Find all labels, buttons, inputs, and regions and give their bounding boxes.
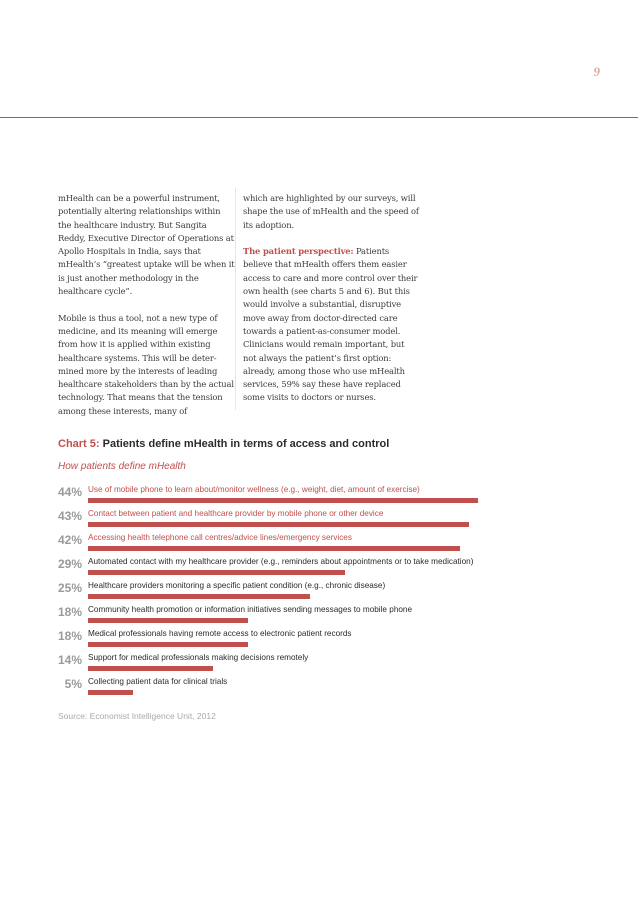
paragraph-text: Patients believe that mHealth offers them easier access to care and more control over their own health (see charts 5 and 6). But this would involve a substantial, disruptive move away from doctor-directed care towards a patient-as-consumer model. Clinicians would remain important, but not always the patient’s first option: already, among those who use mHealth services, 59% say these have replaced some visits to doctors or nurses. <box>243 246 418 403</box>
bar <box>88 594 310 599</box>
bar-value-label: 18% <box>57 629 82 643</box>
bar <box>88 498 478 503</box>
bar <box>88 618 248 623</box>
bar-category-label: Automated contact with my healthcare provider (e.g., reminders about appointments or to take medication) <box>88 557 474 566</box>
source-note: Source: Economist Intelligence Unit, 2012 <box>58 711 216 721</box>
page-number: 9 <box>593 64 600 79</box>
bar-value-label: 43% <box>57 509 82 523</box>
bar <box>88 666 213 671</box>
bar-category-label: Healthcare providers monitoring a specific patient condition (e.g., chronic disease) <box>88 581 386 590</box>
bar <box>88 546 460 551</box>
chart-title-prefix: Chart 5: <box>58 438 100 450</box>
bar-value-label: 5% <box>64 677 82 691</box>
bar-category-label: Use of mobile phone to learn about/monitor wellness (e.g., weight, diet, amount of exercise) <box>88 485 420 494</box>
paragraph: mHealth can be a powerful instrument, potentially altering relationships within the healthcare industry. But Sangita Reddy, Executive Director of Operations at Apollo Hospitals in India, says that mHealth’s “greatest uptake will be when it is just another methodology in the healthcare cycle”. <box>58 193 235 297</box>
chart-title-text: Patients define mHealth in terms of access and control <box>102 438 390 450</box>
paragraph: Mobile is thus a tool, not a new type of medicine, and its meaning will emerge from how it is applied within existing healthcare systems. This will be deter-mined more by the interests of leading healthcare stakeholders than by the actual technology. That means that the tension among these interests, many of <box>58 312 234 416</box>
bar <box>88 570 345 575</box>
bar-value-label: 14% <box>57 653 82 667</box>
bar-value-label: 29% <box>57 557 82 571</box>
paragraph: which are highlighted by our surveys, will shape the use of mHealth and the speed of its adoption. <box>243 193 419 230</box>
chart-subtitle: How patients define mHealth <box>58 461 186 472</box>
bar-category-label: Accessing health telephone call centres/advice lines/emergency services <box>88 533 352 542</box>
bar <box>88 642 248 647</box>
bar-value-label: 44% <box>57 485 82 499</box>
bar-value-label: 25% <box>57 581 82 595</box>
bar-category-label: Community health promotion or information initiatives sending messages to mobile phone <box>88 605 413 614</box>
bar-value-label: 42% <box>57 533 82 547</box>
bar <box>88 690 133 695</box>
bar-category-label: Collecting patient data for clinical trials <box>88 677 228 686</box>
subheading: The patient perspective: <box>243 246 354 257</box>
bar <box>88 522 469 527</box>
bar-category-label: Medical professionals having remote access to electronic patient records <box>88 629 352 638</box>
bar-category-label: Support for medical professionals making decisions remotely <box>88 653 309 662</box>
bar-value-label: 18% <box>57 605 82 619</box>
bar-category-label: Contact between patient and healthcare provider by mobile phone or other device <box>88 509 384 518</box>
